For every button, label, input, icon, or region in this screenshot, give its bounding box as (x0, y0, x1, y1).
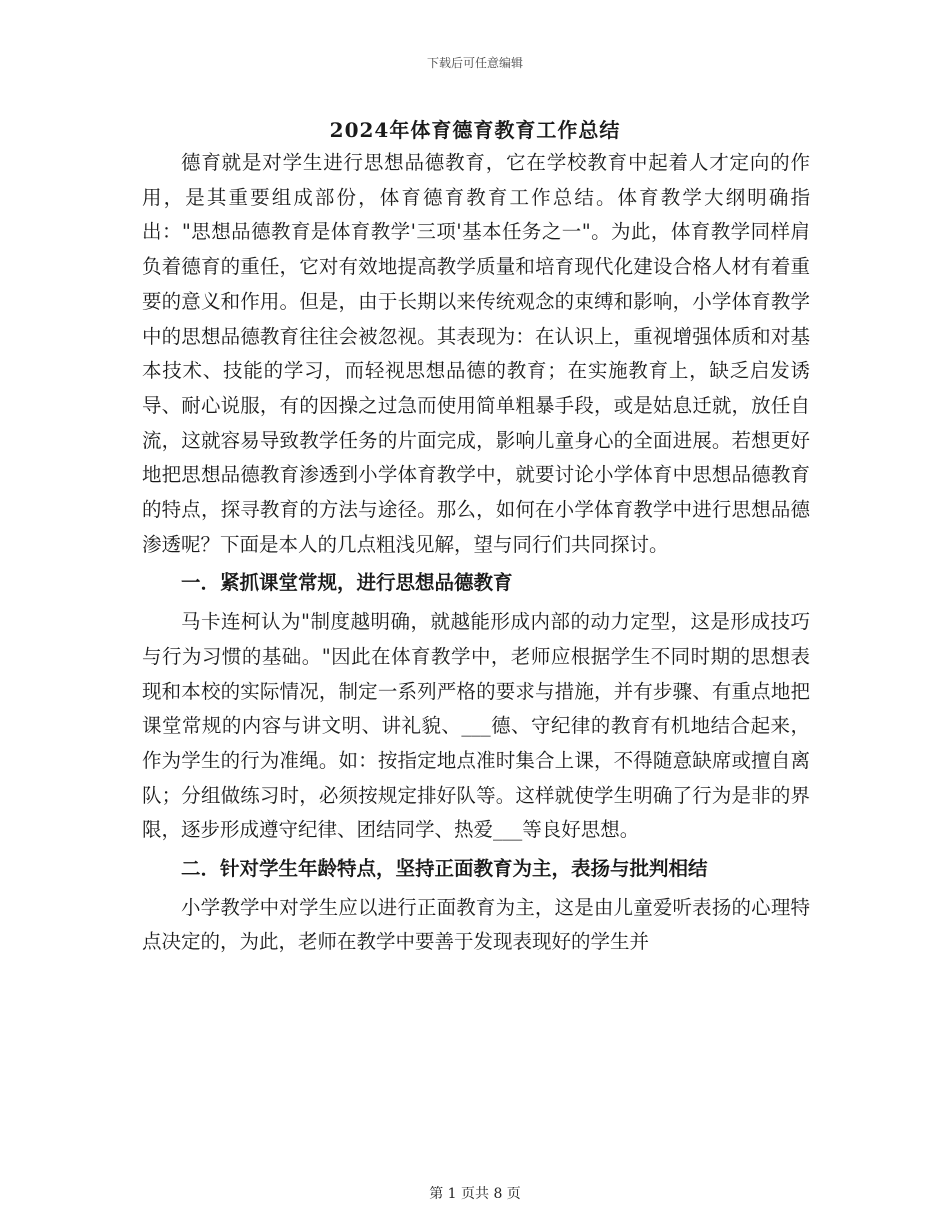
section-1-paragraph: 马卡连柯认为"制度越明确，就越能形成内部的动力定型，这是形成技巧与行为习惯的基础。"因此在体育教学中，老师应根据学生不同时期的思想表现和本校的实际情况，制定一系列严格的要求与措施，并有步骤、有重点地把课堂常规的内容与讲文明、讲礼貌、___德、守纪律的教育有机地结合起来，作为学生的行为准绳。如：按指定地点准时集合上课，不得随意缺席或擅自离队；分组做练习时，必须按规定排好队等。这样就使学生明确了行为是非的界限，逐步形成遵守纪律、团结同学、热爱___等良好思想。 (142, 610, 810, 842)
intro-paragraph: 德育就是对学生进行思想品德教育，它在学校教育中起着人才定向的作用，是其重要组成部份，体育德育教育工作总结。体育教学大纲明确指出："思想品德教育是体育教学'三项'基本任务之一"。为此，体育教学同样肩负着德育的重任，它对有效地提高教学质量和培育现代化建设合格人材有着重要的意义和作用。但是，由于长期以来传统观念的束缚和影响，小学体育教学中的思想品德教育往往会被忽视。其表现为：在认识上，重视增强体质和对基本技术、技能的学习，而轻视思想品德的教育；在实施教育上，缺乏启发诱导、耐心说服，有的因操之过急而使用简单粗暴手段，或是姑息迁就，放任自流，这就容易导致教学任务的片面完成，影响儿童身心的全面进展。若想更好地把思想品德教育渗透到小学体育教学中，就要讨论小学体育中思想品德教育的特点，探寻教育的方法与途径。那么，如何在小学体育教学中进行思想品德渗透呢？下面是本人的几点粗浅见解，望与同行们共同探讨。 (142, 151, 810, 556)
document-body (142, 146, 810, 960)
section-2-heading: 二．针对学生年龄特点，坚持正面教育为主，表扬与批判相结 (181, 857, 708, 881)
section-2-paragraph: 小学教学中对学生应以进行正面教育为主，这是由儿童爱听表扬的心理特点决定的，为此，老师在教学中要善于发现表现好的学生并 (142, 895, 810, 954)
document-title: 2024年体育德育教育工作总结 (329, 118, 621, 142)
section-1-heading: 一．紧抓课堂常规，进行思想品德教育 (181, 571, 513, 595)
header-note: 下载后可任意编辑 (426, 56, 523, 70)
page-footer: 第 1 页共 8 页 (429, 1186, 521, 1202)
